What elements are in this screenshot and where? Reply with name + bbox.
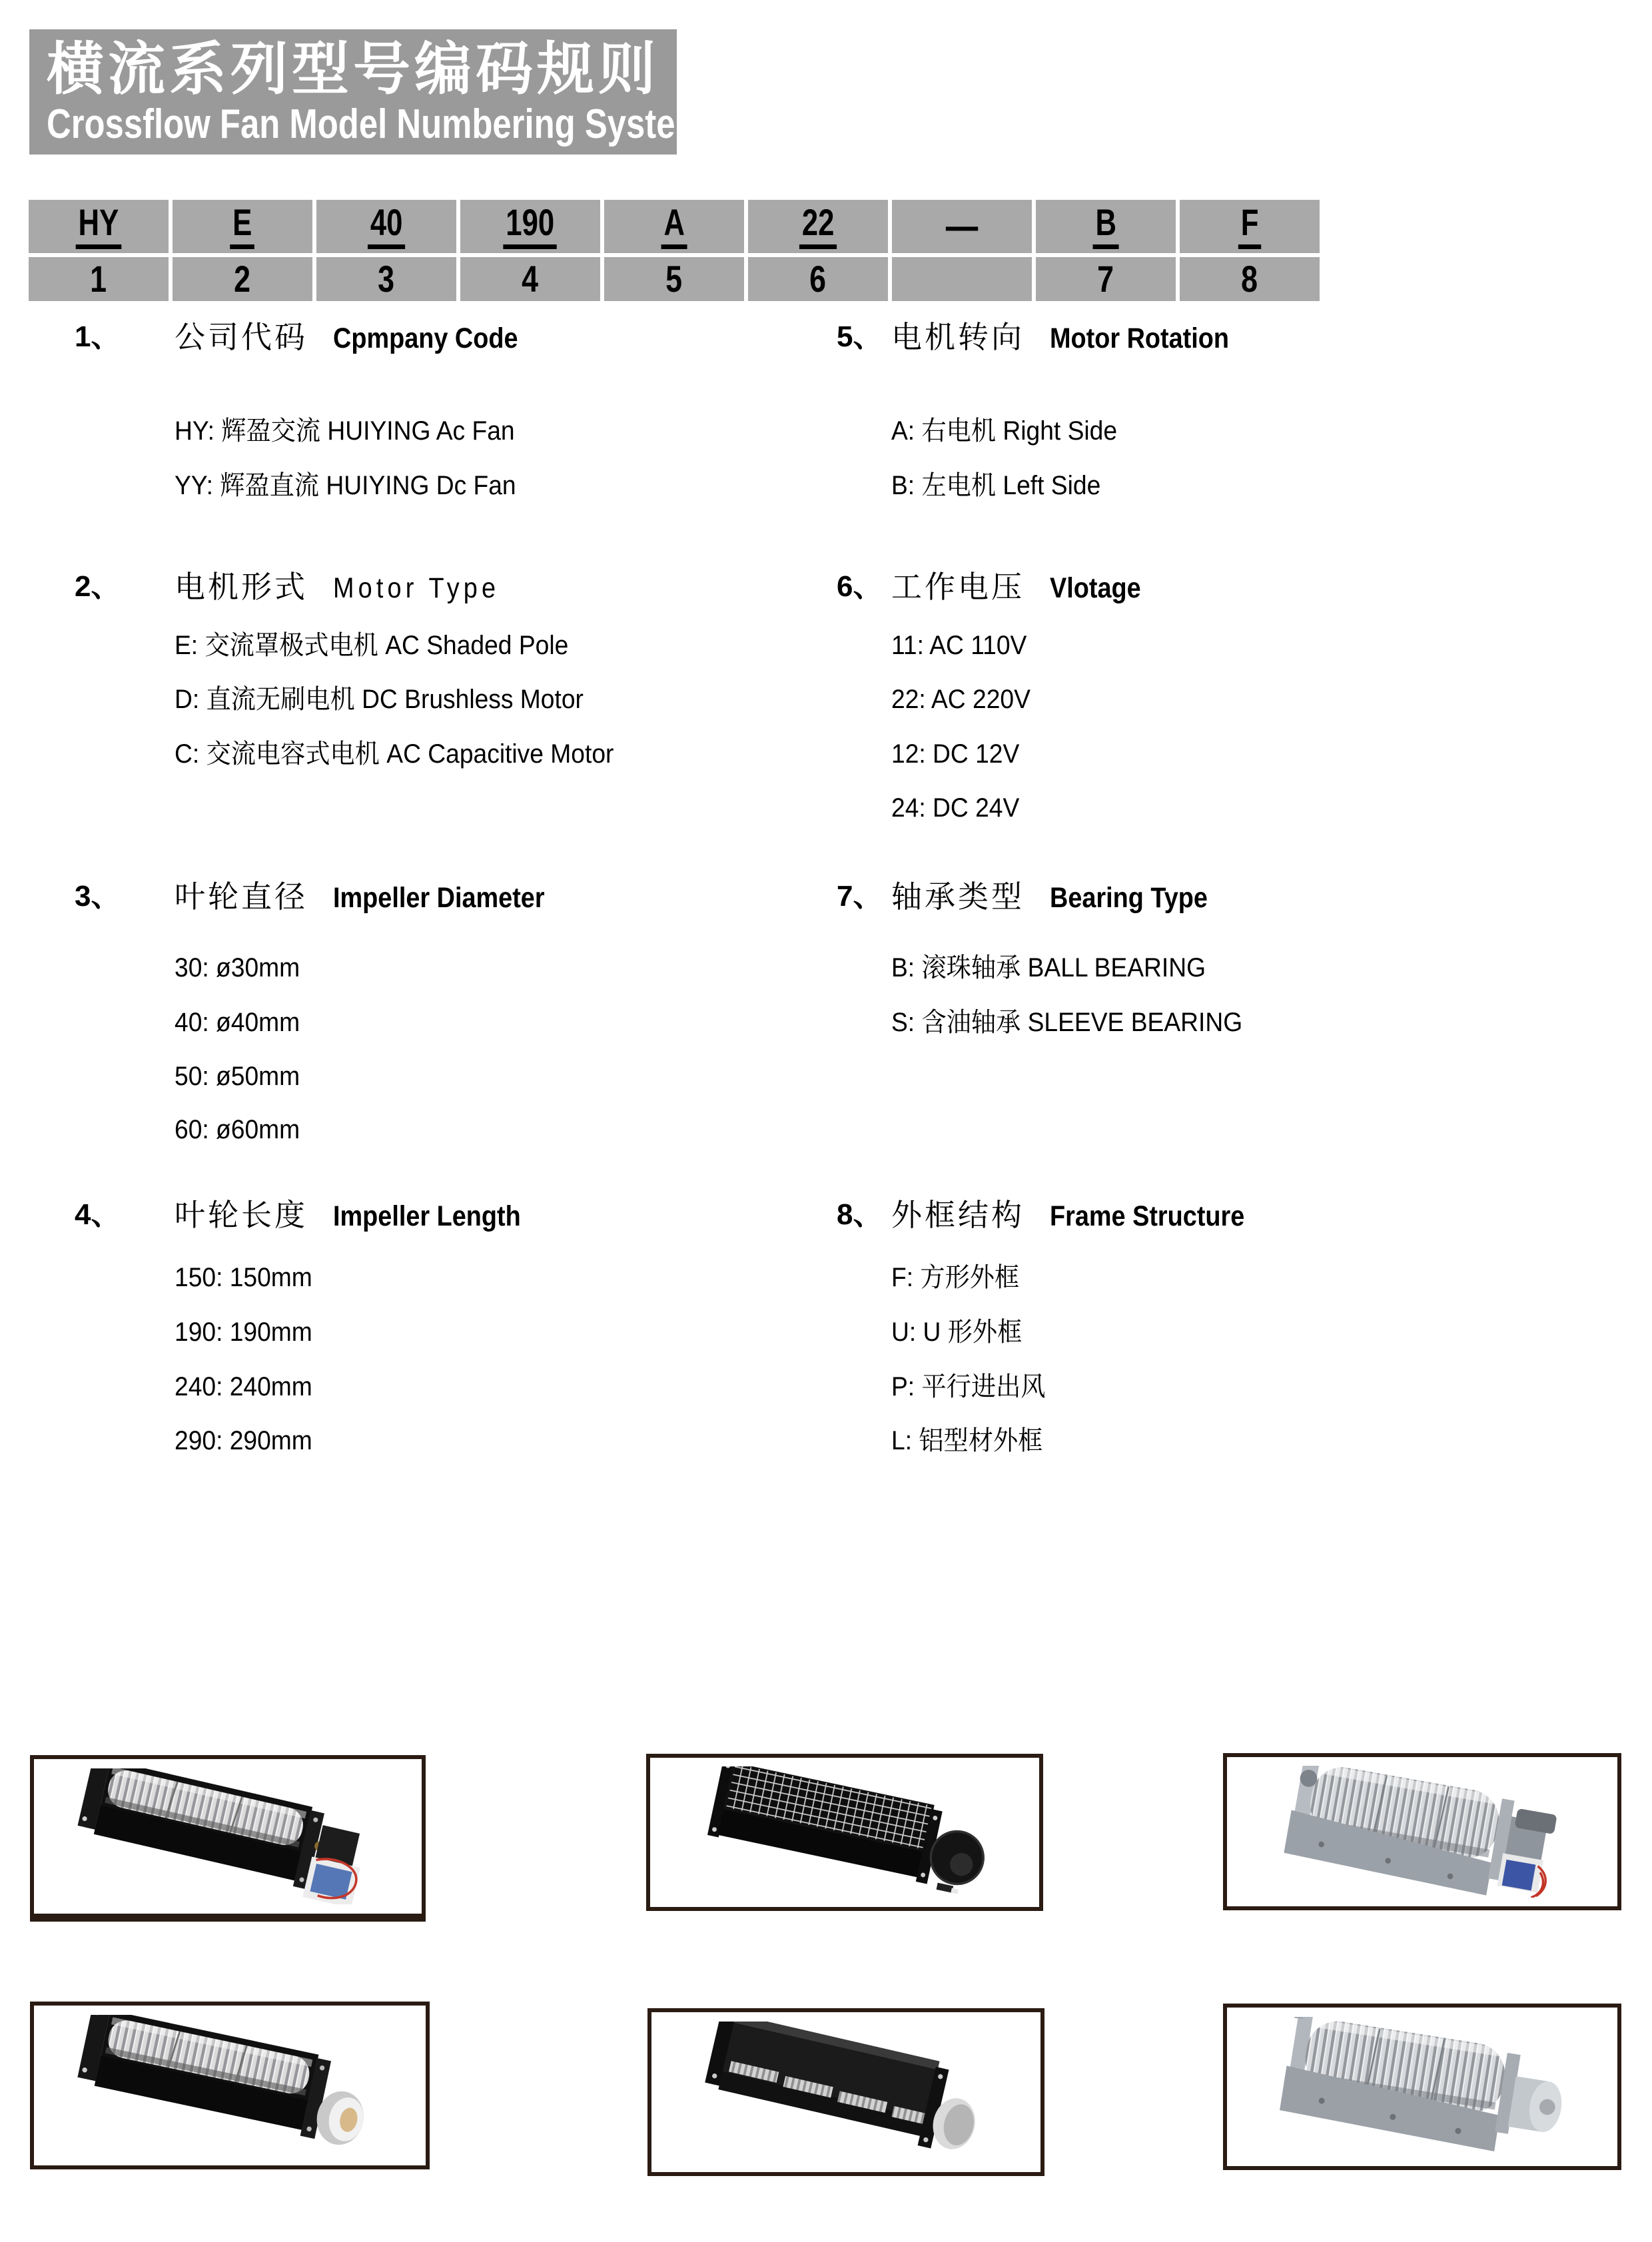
section-5-number: 5、: [837, 320, 883, 353]
section-4-item: 150: 150mm: [175, 1263, 312, 1292]
section-3-title-zh: 叶轮直径: [175, 879, 308, 914]
crossflow-fan-image-1: [45, 1768, 410, 1904]
num-cell-2: [173, 257, 312, 301]
code-cell-1: [29, 200, 169, 253]
section-3-title-en: Impeller Diameter: [333, 882, 545, 914]
code-dash: —: [945, 203, 979, 249]
section-6-item: 12: DC 12V: [891, 739, 1020, 769]
code-value: HY: [76, 204, 121, 249]
fan-photo-3: [1223, 1753, 1621, 1910]
fan-photo-6: [1223, 2004, 1621, 2170]
section-3-number: 3、: [75, 880, 121, 913]
section-7-number: 7、: [837, 880, 883, 913]
section-1-heading: [175, 318, 543, 357]
section-5-title-en: Motor Rotation: [1050, 322, 1230, 354]
section-1-title-en: Cpmpany Code: [333, 322, 518, 354]
section-1-item: YY: 辉盈直流 HUIYING Dc Fan: [175, 471, 516, 500]
fan-photo-1: [30, 1755, 426, 1922]
section-8-title-en: Frame Structure: [1050, 1200, 1245, 1232]
code-value: 190: [504, 204, 558, 249]
code-cell-4: [460, 200, 600, 253]
section-6-number: 6、: [837, 570, 883, 603]
section-2-item: E: 交流罩极式电机 AC Shaded Pole: [175, 631, 569, 660]
section-2-number: 2、: [75, 570, 121, 603]
section-6-title-zh: 工作电压: [891, 569, 1025, 604]
section-6-item: 24: DC 24V: [891, 793, 1020, 823]
section-6-title-en: Vlotage: [1050, 572, 1141, 604]
section-4-title-zh: 叶轮长度: [175, 1198, 308, 1232]
code-value: F: [1238, 204, 1261, 249]
code-cell-2: [173, 200, 312, 253]
page-header: [29, 29, 705, 155]
section-1-number: 1、: [75, 320, 121, 353]
num-cell-6: [748, 257, 888, 301]
section-2-heading: [175, 568, 522, 607]
section-4-title-en: Impeller Length: [333, 1200, 521, 1232]
section-2-title-zh: 电机形式: [175, 569, 308, 604]
section-4-number: 4、: [75, 1198, 121, 1231]
section-1-item: HY: 辉盈交流 HUIYING Ac Fan: [175, 416, 515, 446]
crossflow-fan-image-3: [1239, 1766, 1606, 1897]
position-number: 2: [234, 258, 251, 300]
code-cell-8: [1180, 200, 1320, 253]
fan-photo-5: [647, 2008, 1044, 2176]
section-3-item: 60: ø60mm: [175, 1115, 300, 1144]
section-3-item: 40: ø40mm: [175, 1008, 300, 1037]
position-number: 3: [378, 258, 395, 300]
section-8-item: U: U 形外框: [891, 1317, 1023, 1347]
section-7-heading: [891, 878, 1229, 917]
section-7-item: B: 滚珠轴承 BALL BEARING: [891, 953, 1206, 982]
section-8-item: F: 方形外框: [891, 1263, 1020, 1292]
section-7-title-en: Bearing Type: [1050, 882, 1208, 914]
section-5-title-zh: 电机转向: [891, 320, 1025, 354]
section-6-heading: [891, 568, 1153, 607]
code-cell-5: [604, 200, 744, 253]
crossflow-fan-image-4: [46, 2015, 414, 2155]
section-2-title-en: Motor Type: [333, 572, 500, 604]
section-8-heading: [891, 1196, 1271, 1235]
section-4-item: 240: 240mm: [175, 1372, 312, 1401]
crossflow-fan-image-2: [662, 1766, 1028, 1898]
position-number: 4: [522, 258, 539, 300]
section-7-item: S: 含油轴承 SLEEVE BEARING: [891, 1008, 1243, 1037]
section-3-item: 50: ø50mm: [175, 1062, 300, 1091]
num-cell-blank: [892, 257, 1032, 301]
position-number: 6: [809, 258, 827, 300]
section-1-title-zh: 公司代码: [175, 320, 308, 354]
section-4-heading: [175, 1196, 546, 1235]
code-cell-7: [1036, 200, 1176, 253]
section-5-item: B: 左电机 Left Side: [891, 471, 1101, 500]
num-cell-7: [1036, 257, 1176, 301]
section-8-title-zh: 外框结构: [891, 1198, 1025, 1232]
model-code-row: [29, 200, 1324, 253]
num-cell-5: [604, 257, 744, 301]
section-6-item: 11: AC 110V: [891, 631, 1027, 660]
section-6-item: 22: AC 220V: [891, 685, 1031, 714]
num-cell-3: [316, 257, 456, 301]
fan-photo-4: [30, 2002, 430, 2169]
position-number: 1: [90, 258, 107, 300]
page-title-english: Crossflow Fan Model Numbering System: [47, 101, 705, 147]
code-cell-6: [748, 200, 888, 253]
code-cell-dash: [892, 200, 1032, 253]
num-cell-1: [29, 257, 169, 301]
section-7-title-zh: 轴承类型: [891, 879, 1025, 914]
section-8-number: 8、: [837, 1198, 883, 1231]
code-value: 22: [799, 204, 837, 249]
section-3-heading: [175, 878, 574, 917]
crossflow-fan-image-5: [663, 2022, 1029, 2162]
section-8-item: L: 铝型材外框: [891, 1426, 1043, 1455]
fan-photo-2: [646, 1754, 1043, 1911]
num-cell-8: [1180, 257, 1320, 301]
code-value: B: [1092, 204, 1118, 249]
position-number: 8: [1241, 258, 1258, 300]
code-value: E: [230, 204, 255, 249]
section-2-item: D: 直流无刷电机 DC Brushless Motor: [175, 685, 584, 714]
section-4-item: 290: 290mm: [175, 1426, 312, 1455]
num-cell-4: [460, 257, 600, 301]
section-4-item: 190: 190mm: [175, 1317, 312, 1347]
code-cell-3: [316, 200, 456, 253]
section-2-item: C: 交流电容式电机 AC Capacitive Motor: [175, 739, 614, 769]
page-title-chinese: 横流系列型号编码规则: [47, 37, 659, 101]
section-5-heading: [891, 318, 1254, 357]
model-code-number-row: [29, 257, 1324, 301]
code-value: A: [661, 204, 687, 249]
position-number: 7: [1097, 258, 1114, 300]
crossflow-fan-image-6: [1239, 2017, 1606, 2156]
section-3-item: 30: ø30mm: [175, 953, 300, 982]
section-8-item: P: 平行进出风: [891, 1372, 1046, 1401]
position-number: 5: [665, 258, 683, 300]
section-5-item: A: 右电机 Right Side: [891, 416, 1118, 446]
code-value: 40: [368, 204, 405, 249]
